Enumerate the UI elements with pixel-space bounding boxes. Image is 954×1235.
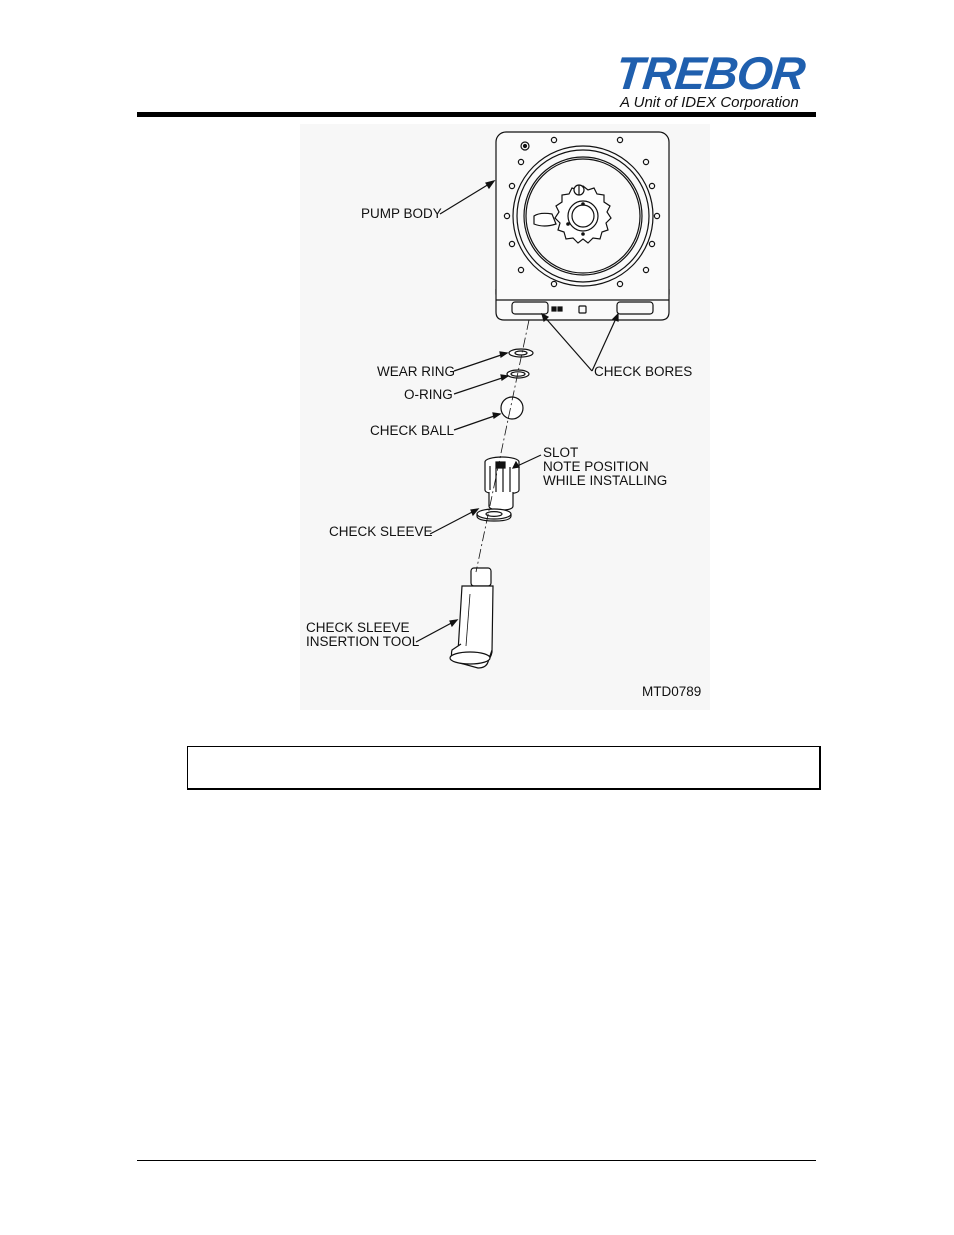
header-rule [137, 112, 816, 117]
footer-rule [137, 1160, 816, 1161]
wear-ring [509, 349, 533, 357]
figure-caption-box [187, 746, 821, 790]
check-sleeve-insertion-tool-part [450, 568, 493, 668]
logo-tagline: A Unit of IDEX Corporation [620, 94, 799, 111]
label-o-ring: O-RING [404, 387, 453, 402]
label-check-sleeve: CHECK SLEEVE [329, 524, 433, 539]
check-ball [501, 397, 523, 419]
pump-body-base [496, 289, 669, 320]
trebor-logo [612, 47, 822, 114]
label-check-bores: CHECK BORES [594, 364, 693, 379]
label-insertion-tool-line1: CHECK SLEEVE [306, 620, 410, 635]
exploded-view-figure [300, 124, 710, 710]
label-slot-while-installing: WHILE INSTALLING [543, 473, 668, 488]
label-slot-note-position: NOTE POSITION [543, 459, 649, 474]
label-slot: SLOT [543, 445, 579, 460]
label-wear-ring: WEAR RING [377, 364, 456, 379]
logo-wordmark: TREBOR [613, 47, 807, 99]
drawing-number: MTD0789 [642, 684, 702, 699]
rotor-lobe [534, 213, 556, 226]
label-check-ball: CHECK BALL [370, 423, 455, 438]
label-pump-body: PUMP BODY [361, 206, 442, 221]
label-insertion-tool-line2: INSERTION TOOL [306, 634, 420, 649]
